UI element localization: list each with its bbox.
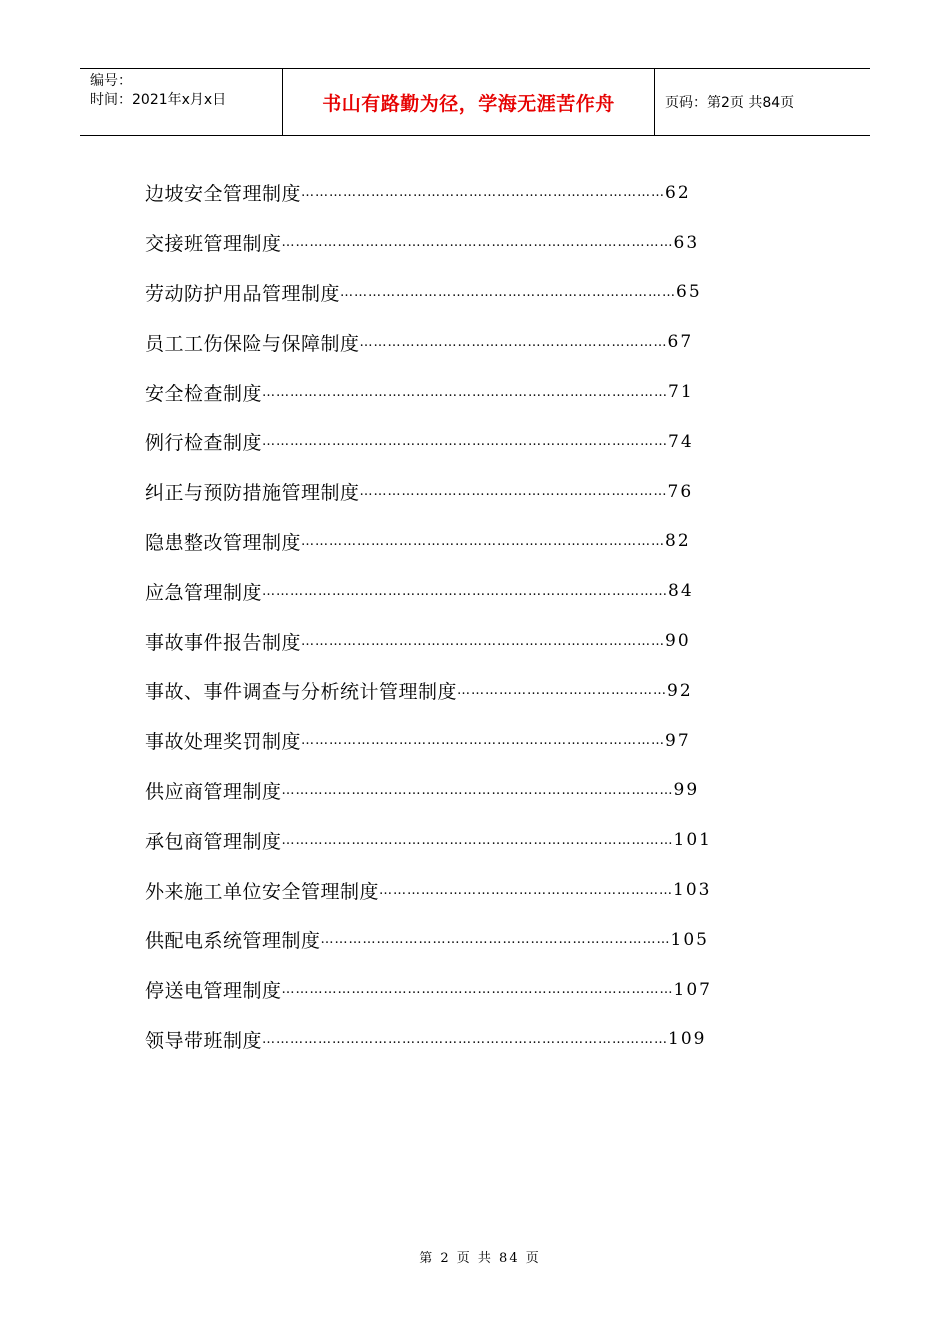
table-of-contents <box>145 168 725 1064</box>
toc-entry-page: 67 <box>667 332 694 353</box>
toc-entry[interactable] <box>145 317 725 367</box>
toc-leader-dots: …………………………………………………………………… <box>301 185 666 201</box>
toc-entry-title: 员工工伤保险与保障制度 <box>145 332 360 355</box>
toc-leader-dots: …………………………………………………………………………… <box>262 434 669 450</box>
toc-entry[interactable] <box>145 965 725 1015</box>
toc-leader-dots: …………………………………………………………………………… <box>262 1031 669 1047</box>
toc-entry-title: 承包商管理制度 <box>145 830 282 853</box>
toc-entry[interactable] <box>145 716 725 766</box>
toc-entry[interactable] <box>145 865 725 915</box>
toc-entry[interactable] <box>145 666 725 716</box>
toc-leader-dots: ……………………………………… <box>457 683 668 699</box>
toc-entry-title: 安全检查制度 <box>145 382 263 405</box>
toc-entry[interactable] <box>145 367 725 417</box>
toc-leader-dots: …………………………………………………………………… <box>301 533 666 549</box>
toc-entry-page: 105 <box>670 929 709 950</box>
toc-leader-dots: …………………………………………………………………………… <box>262 583 669 599</box>
toc-entry-page: 92 <box>667 680 693 701</box>
header-meta <box>80 69 282 135</box>
toc-entry[interactable] <box>145 915 725 965</box>
toc-entry[interactable] <box>145 268 725 318</box>
toc-leader-dots: ………………………………………………………………………… <box>281 235 674 251</box>
toc-leader-dots: …………………………………………………………………… <box>301 633 666 649</box>
toc-entry[interactable] <box>145 616 725 666</box>
toc-entry-page: 103 <box>673 880 712 901</box>
toc-entry[interactable] <box>145 467 725 517</box>
page-header <box>80 68 870 136</box>
toc-leader-dots: ……………………………………………………… <box>379 882 674 898</box>
toc-entry[interactable] <box>145 517 725 567</box>
toc-entry-page: 84 <box>668 581 694 602</box>
toc-leader-dots: ………………………………………………………… <box>359 334 668 350</box>
toc-entry-title: 事故处理奖罚制度 <box>145 731 302 754</box>
toc-entry[interactable] <box>145 1015 725 1065</box>
toc-leader-dots: …………………………………………………………………………… <box>262 384 669 400</box>
toc-leader-dots: ………………………………………………………… <box>359 484 668 500</box>
toc-entry[interactable] <box>145 168 725 218</box>
toc-entry[interactable] <box>145 766 725 816</box>
toc-entry-title: 供配电系统管理制度 <box>145 930 321 953</box>
document-number-label: 编号： <box>90 73 132 89</box>
header-page-info: 页码：第2页 共84页 <box>665 95 795 111</box>
toc-entry-title: 边坡安全管理制度 <box>145 183 302 206</box>
toc-entry-page: 74 <box>668 431 694 452</box>
document-time-label: 时间：2021年x月x日 <box>90 92 227 108</box>
toc-entry-title: 交接班管理制度 <box>145 233 282 256</box>
toc-entry-page: 109 <box>668 1029 707 1050</box>
toc-entry-page: 63 <box>673 232 700 253</box>
toc-entry-page: 99 <box>673 780 700 801</box>
toc-entry-title: 隐患整改管理制度 <box>145 531 302 554</box>
toc-entry-title: 停送电管理制度 <box>145 980 282 1003</box>
toc-leader-dots: ………………………………………………………………………… <box>281 832 674 848</box>
toc-entry-page: 101 <box>673 830 712 851</box>
toc-entry-page: 82 <box>665 531 691 552</box>
toc-leader-dots: …………………………………………………………………… <box>301 733 666 749</box>
toc-entry-page: 71 <box>668 382 694 403</box>
toc-entry-title: 外来施工单位安全管理制度 <box>145 880 380 903</box>
toc-entry-page: 76 <box>667 481 694 502</box>
toc-entry[interactable] <box>145 218 725 268</box>
toc-entry-title: 应急管理制度 <box>145 581 263 604</box>
toc-entry[interactable] <box>145 815 725 865</box>
toc-entry-page: 97 <box>665 730 691 751</box>
toc-entry-title: 领导带班制度 <box>145 1029 263 1052</box>
page-footer: 第 2 页 共 84 页 <box>419 1251 541 1266</box>
toc-entry-page: 107 <box>673 979 712 1000</box>
toc-entry-title: 供应商管理制度 <box>145 780 282 803</box>
toc-leader-dots: ………………………………………………………………………… <box>281 782 674 798</box>
header-motto: 书山有路勤为径，学海无涯苦作舟 <box>282 69 655 135</box>
toc-entry-page: 65 <box>676 282 702 303</box>
toc-entry-page: 62 <box>665 182 691 203</box>
toc-leader-dots: ……………………………………………………………… <box>340 284 677 300</box>
toc-entry-title: 事故事件报告制度 <box>145 631 302 654</box>
toc-entry-page: 90 <box>665 631 691 652</box>
toc-entry[interactable] <box>145 417 725 467</box>
toc-entry-title: 劳动防护用品管理制度 <box>145 282 341 305</box>
toc-entry-title: 事故、事件调查与分析统计管理制度 <box>145 681 458 704</box>
toc-leader-dots: ………………………………………………………………………… <box>281 982 674 998</box>
toc-entry[interactable] <box>145 566 725 616</box>
toc-leader-dots: ………………………………………………………………… <box>320 932 671 948</box>
toc-entry-title: 纠正与预防措施管理制度 <box>145 482 360 505</box>
toc-entry-title: 例行检查制度 <box>145 432 263 455</box>
